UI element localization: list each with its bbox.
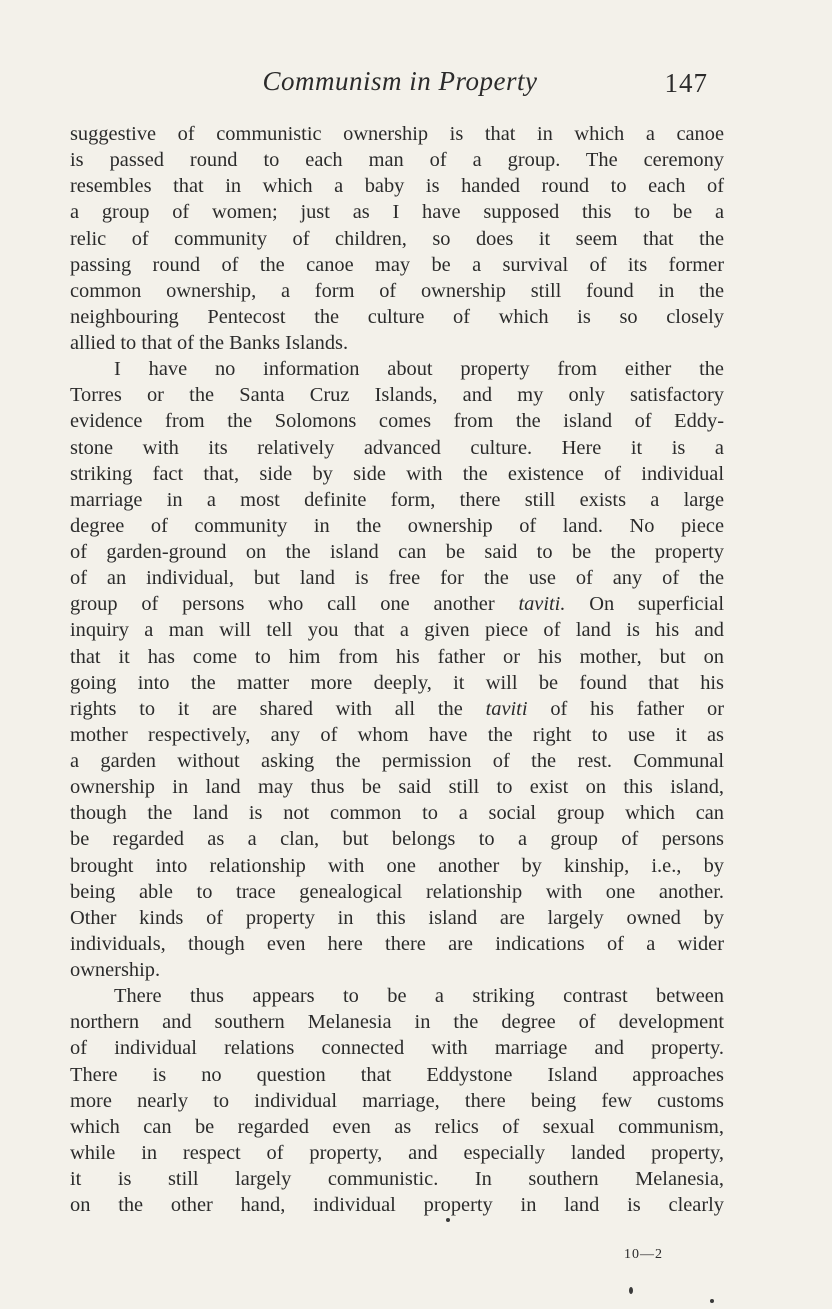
line-text: of his father or [550, 697, 724, 720]
line-text: group of persons who call one another [70, 593, 495, 616]
ink-speck [446, 1218, 450, 1222]
text-line: mother respectively, any of whom have the right to use it as [70, 723, 724, 746]
text-line: relic of community of children, so does it seem that the [70, 227, 724, 250]
text-line: ownership in land may thus be said still to exist on this island, [70, 776, 724, 799]
text-line: neighbouring Pentecost the culture of which is so closely [70, 305, 724, 328]
text-line: suggestive of communistic ownership is that in which a canoe [70, 123, 724, 145]
text-line: though the land is not common to a social group which can [70, 802, 724, 825]
text-line: degree of community in the ownership of land. No piece [70, 514, 724, 537]
text-line: of individual relations connected with marriage and property. [70, 1037, 724, 1060]
text-line: ownership. [70, 959, 161, 981]
text-line: northern and southern Melanesia in the degree of development [70, 1011, 724, 1034]
text-line: striking fact that, side by side with the existence of individual [70, 462, 724, 485]
text-line: common ownership, a form of ownership still found in the [70, 279, 724, 302]
text-line: it is still largely communistic. In southern Melanesia, [70, 1168, 724, 1190]
body-text [70, 121, 724, 1218]
text-line: inquiry a man will tell you that a given piece of land is his and [70, 619, 724, 642]
signature-mark: 10—2 [624, 1247, 663, 1262]
page-number: 147 [664, 68, 708, 98]
text-line: resembles that in which a baby is handed round to each of [70, 175, 724, 198]
italic-term: taviti. [518, 593, 566, 616]
text-line: evidence from the Solomons comes from the island of Eddy- [70, 410, 724, 433]
text-line: while in respect of property, and especially landed property, [70, 1141, 724, 1164]
page-header [80, 62, 720, 102]
running-title: Communism in Property [262, 66, 538, 96]
paragraph-start-line: There thus appears to be a striking contrast between [114, 985, 724, 1008]
text-line: stone with its relatively advanced culture. Here it is a [70, 436, 724, 459]
text-line: a group of women; just as I have supposed this to be a [70, 201, 724, 224]
paragraph-start-line: I have no information about property from either the [114, 358, 724, 381]
text-line: a garden without asking the permission of the rest. Communal [70, 750, 724, 772]
text-line: which can be regarded even as relics of sexual communism, [70, 1115, 724, 1138]
text-line: of garden-ground on the island can be said to be the property [70, 541, 724, 563]
text-line: on the other hand, individual property in land is clearly [70, 1194, 724, 1217]
text-line-with-italic [70, 591, 724, 617]
text-line: that it has come to him from his father or his mother, but on [70, 645, 724, 668]
text-line: being able to trace genealogical relationship with one another. [70, 880, 724, 903]
text-line: allied to that of the Banks Islands. [70, 332, 349, 354]
ink-speck [629, 1287, 633, 1294]
text-line: individuals, though even here there are indications of a wider [70, 932, 724, 955]
text-line: There is no question that Eddystone Island approaches [70, 1063, 724, 1086]
text-line: going into the matter more deeply, it will be found that his [70, 671, 724, 694]
line-text: rights to it are shared with all the [70, 697, 463, 720]
text-line: more nearly to individual marriage, there being few customs [70, 1089, 724, 1112]
line-text: On superficial [589, 593, 724, 616]
italic-term: taviti [485, 697, 528, 720]
text-line: is passed round to each man of a group. The ceremony [70, 149, 724, 172]
text-line: passing round of the canoe may be a survival of its former [70, 253, 724, 276]
text-line: brought into relationship with one another by kinship, i.e., by [70, 854, 724, 877]
text-line: be regarded as a clan, but belongs to a group of persons [70, 828, 724, 851]
ink-speck [710, 1299, 714, 1303]
text-line: marriage in a most definite form, there still exists a large [70, 488, 724, 511]
text-line: of an individual, but land is free for the use of any of the [70, 567, 724, 590]
text-line-with-italic [70, 696, 724, 722]
text-line: Torres or the Santa Cruz Islands, and my only satisfactory [70, 384, 724, 407]
text-line: Other kinds of property in this island are largely owned by [70, 906, 724, 929]
